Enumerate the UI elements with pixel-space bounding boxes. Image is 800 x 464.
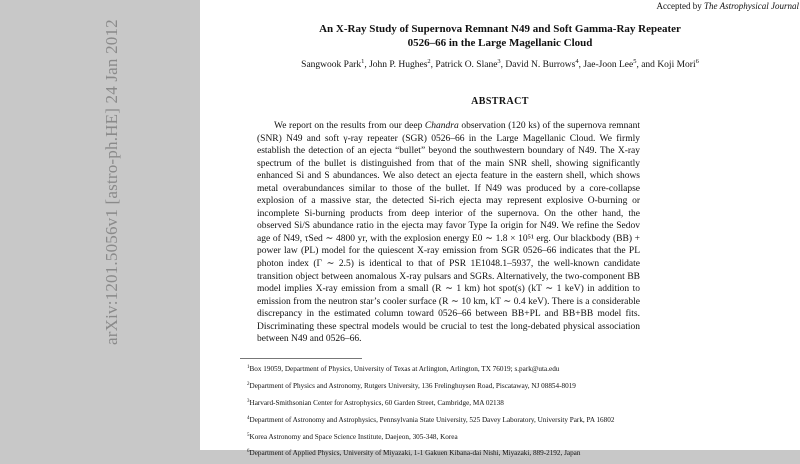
paper-title [240,22,760,50]
footnote: $^3$Harvard-Smithsonian Center for Astrophysics, 60 Garden Street, Cambridge, MA 02138 [247,398,504,407]
title-line-2: 0526–66 in the Large Magellanic Cloud [407,37,593,49]
author: Patrick O. Slane$^3$, [435,58,506,70]
footnote: $^1$Box 19059, Department of Physics, University of Texas at Arlington, Arlington, TX 76019; s.park@uta.edu [247,365,560,373]
author-list [260,56,740,71]
journal-name: The Astrophysical Journal [704,1,799,11]
author: Koji Mori$^6$ [657,58,699,70]
footnote-separator [240,358,362,359]
abstract-text: We report on the results from our deep Chandra observation (120 ks) of the supernova remnant (SNR) N49 and soft γ-ray repeater (SGR) 0526–66 in the Large Magellanic Cloud. We firmly establish the detection of an ejecta “bullet” beyond the southwestern boundary of N49. The X-ray spectrum of the bullet is distinguished from that of the main SNR shell, showing significantly enhanced Si and S abundances. We also detect an ejecta feature in the eastern shell, which shows metal overabundances similar to those of the bullet. If N49 was produced by a core-collapse explosion of a massive star, the detected Si-rich ejecta may represent explosive O-burning or incomplete Si-burning products from deep interior of the supernova. On the other hand, the observed Si/S abundance ratio in the ejecta may favor Type Ia origin for N49. We refine the Sedov age of N49, τSed ∼ 4800 yr, with the explosion energy E0 ∼ 1.8 × 10⁵¹ erg. Our blackbody (BB) + power law (PL) model for the quiescent X-ray emission from SGR 0526–66 indicates that the PL photon index (Γ ∼ 2.5) is identical to that of PSR 1E1048.1–5937, the well-known candidate transition object between anomalous X-ray pulsars and SGRs. Alternatively, the two-component BB model implies X-ray emission from a small (R ∼ 1 km) hot spot(s) (kT ∼ 1 keV) in addition to emission from the neutron star’s cooler surface (R ∼ 10 km, kT ∼ 0.4 keV). There is a considerable discrepancy in the estimated column toward 0526–66 between BB+PL and BB+BB model fits. Discriminating these spectral models would be crucial to test the long-debated physical association between N49 and 0526–66. [257,121,640,345]
footnote: $^4$Department of Astronomy and Astrophysics, Pennsylvania State University, 525 Davey Laboratory, University Park, PA 16802 [247,415,615,424]
author: David N. Burrows$^4$, [505,58,584,70]
author: Jae-Joon Lee$^5$, and [583,58,658,70]
footnote: $^2$Department of Physics and Astronomy, Rutgers University, 136 Frelinghuysen Road, Piscataway, NJ 08854-8019 [247,381,576,390]
author: John P. Hughes$^2$, [369,58,436,70]
paper-page [200,0,800,458]
author: Sangwook Park$^1$, [301,58,370,70]
arxiv-identifier: arXiv:1201.5056v1 [astro-ph.HE] 24 Jan 2012 [102,19,121,345]
acceptance-note [539,1,800,11]
footnote: $^5$Korea Astronomy and Space Science Institute, Daejeon, 305-348, Korea [247,432,458,441]
abstract-heading: ABSTRACT [471,96,529,107]
footnote: $^6$Department of Applied Physics, University of Miyazaki, 1-1 Gakuen Kibana-dai Nishi, Miyazaki, 889-2192, Japan [247,449,581,458]
footnotes [242,363,798,464]
title-line-1: An X-Ray Study of Supernova Remnant N49 and Soft Gamma-Ray Repeater [319,23,681,35]
accepted-prefix: Accepted by [656,1,704,11]
telescope-name: Chandra [424,121,459,131]
